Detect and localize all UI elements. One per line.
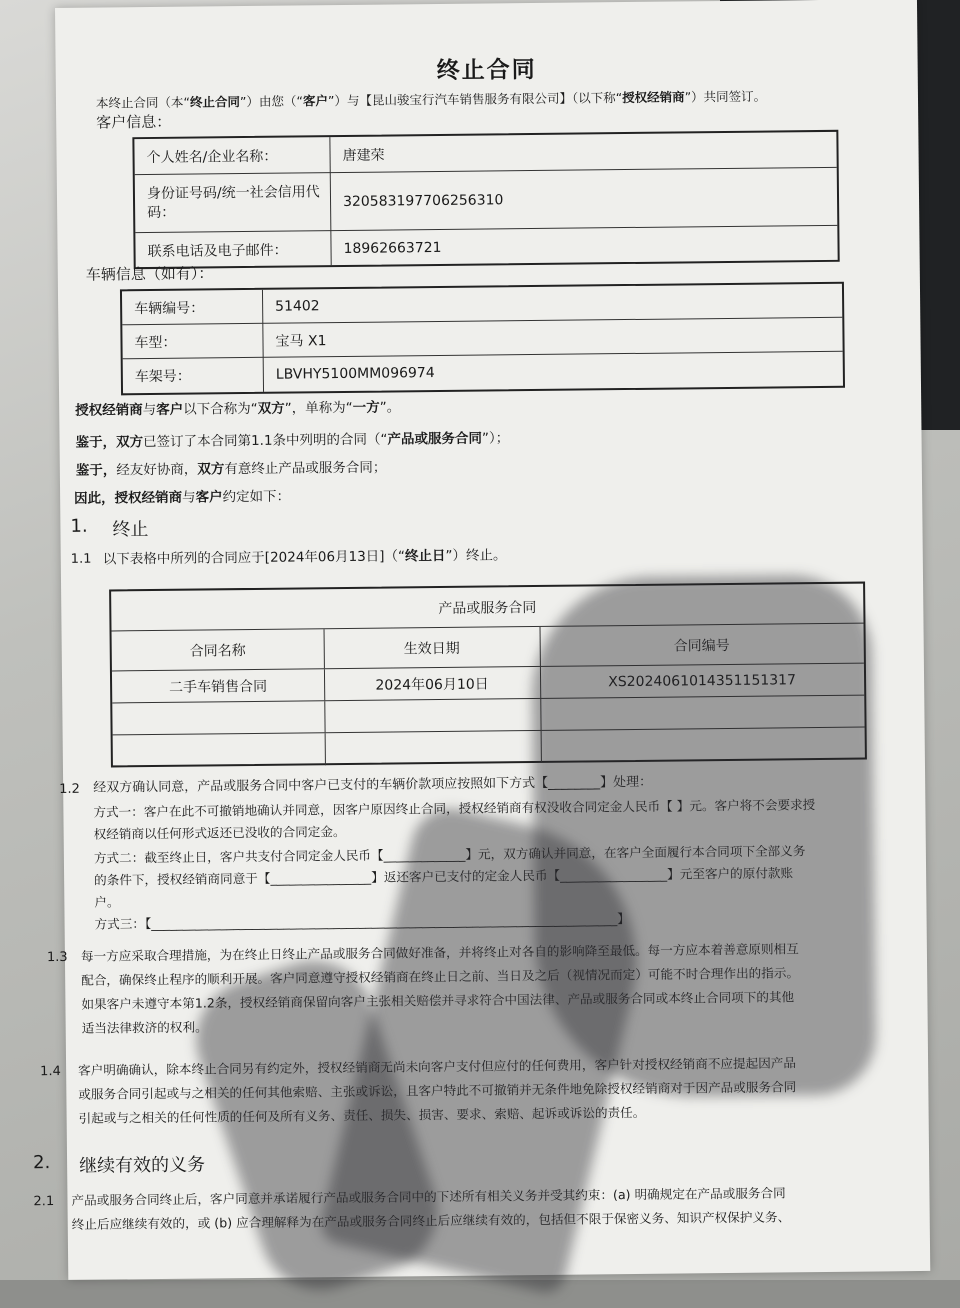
section-2-number: 2. [32, 1152, 51, 1174]
clause-1-4-line-2: 或服务合同引起或与之相关的任何其他索赔、主张或诉讼，且客户特此不可撤销并无条件地免除授权经销商对于因产品或服务合同 [78, 1079, 797, 1102]
clause-1-2-line-4: 方式二：截至终止日，客户共支付合同定金人民币【_____________】元，双方确认并同意，在客户全面履行本合同项下全部义务 [93, 843, 806, 866]
customer-info-table [132, 130, 839, 269]
vehicle-number-label: 车辆编号： [134, 299, 205, 317]
vehicle-vin-label: 车架号： [134, 368, 191, 386]
contract-name-cell: 二手车销售合同 [169, 678, 268, 696]
clause-1-3-line-4: 适当法律救济的权利。 [81, 1019, 208, 1036]
vehicle-vin-value: LBVHY5100MM096974 [275, 365, 435, 383]
clause-1-4-line-3: 引起或与之相关的任何性质的任何及所有义务、责任、损失、损害、要求、索赔、起诉或诉讼的责任。 [78, 1104, 646, 1126]
column-header-number: 合同编号 [673, 637, 730, 655]
bold-term: 终止日 [404, 547, 446, 565]
customer-name-label: 个人姓名/企业名称： [146, 148, 278, 166]
recital-2 [76, 457, 387, 482]
intro-text: ”）与【昆山骏宝行汽车销售服务有限公司】（以下称“ [327, 90, 623, 109]
bold-term: 产品或服务合同 [387, 430, 483, 448]
contract-date-cell: 2024年06月10日 [375, 675, 489, 694]
section-2-title: 继续有效的义务 [79, 1154, 206, 1177]
clause-1-4-number: 1.4 [40, 1063, 61, 1080]
table-row [113, 728, 865, 768]
clause-1-4-line-1: 客户明确确认，除本终止合同另有约定外，授权经销商无尚未向客户支付但应付的任何费用，客户针对授权经销商不应提起因产品 [78, 1055, 797, 1078]
clause-1-3-line-3: 如果客户未遵守本第1.2条，授权经销商保留向客户主张相关赔偿并寻求符合中国法律、产品或服务合同或本终止合同项下的其他 [81, 989, 795, 1012]
empty-cell [113, 733, 325, 767]
clause-1-2-line-7: 方式三：【__________________________________________________________________________】 [94, 911, 630, 932]
column-header-name: 合同名称 [189, 642, 246, 660]
intro-paragraph [96, 87, 766, 112]
text: 以下表格中所列的合同应于[2024年06月13日]（“ [102, 548, 406, 568]
bold-term: 双方 [257, 400, 285, 417]
intro-text: 本终止合同（本“ [95, 94, 191, 111]
text: ”。 [379, 399, 401, 416]
intro-text: ”）共同签订。 [684, 88, 767, 105]
contract-number-cell: XS2024061014351151317 [608, 671, 797, 690]
parties-definition [75, 396, 400, 421]
table-row [135, 168, 838, 233]
vehicle-info-table [120, 282, 845, 396]
vehicle-model-value: 宝马 X1 [275, 332, 327, 350]
vehicle-model-label: 车型： [134, 334, 177, 351]
bold-term: 授权经销商 [114, 489, 183, 507]
empty-cell [541, 728, 865, 763]
text: 以下合称为“ [183, 400, 258, 418]
clause-1-2-line-5: 的条件下，授权经销商同意于【________________】返还客户已支付的定金人民币【_________________】元至客户的原付款账 [94, 865, 794, 888]
recital-1 [75, 427, 509, 454]
bold-term: 鉴于， [75, 434, 117, 451]
table-row [123, 352, 843, 394]
contract-page [32, 0, 930, 1280]
customer-id-value: 320583197706256310 [342, 191, 504, 210]
bold-term: 双方 [197, 461, 225, 478]
agreement-lead [74, 486, 290, 510]
clause-2-1-number: 2.1 [33, 1194, 55, 1210]
customer-id-label: 身份证号码/统一社会信用代码： [146, 183, 320, 221]
clause-2-1-line-2: 终止后应继续有效的，或 (b) 应合理解释为在产品或服务合同终止后应继续有效的，包括但不限于保密义务、知识产权保护义务、 [71, 1209, 791, 1232]
intro-bold: 客户 [302, 93, 329, 109]
text: 约定如下： [222, 488, 291, 506]
bold-term: 因此， [74, 490, 115, 507]
clause-1-1-number: 1.1 [70, 551, 92, 567]
text: 有意终止产品或服务合同； [224, 459, 387, 478]
customer-info-heading: 客户信息： [96, 112, 172, 132]
intro-bold: 授权经销商 [622, 89, 685, 106]
bold-term: 客户 [195, 489, 223, 506]
clause-1-2-line-3: 权经销商以任何形式返还已没收的合同定金。 [93, 824, 346, 842]
intro-bold: 终止合同 [189, 94, 241, 110]
clause-2-1-line-1: 产品或服务合同终止后，客户同意并承诺履行产品或服务合同中的下述所有相关义务并受其约束：(a) 明确规定在产品或服务合同 [71, 1185, 786, 1208]
table-row [135, 226, 837, 269]
empty-cell [324, 699, 540, 732]
clause-1-2-line-2: 方式一：客户在此不可撤销地确认并同意，因客户原因终止合同，授权经销商有权没收合同定金人民币【 】元。客户将不会要求授 [93, 797, 816, 820]
text: ”，单称为“ [284, 399, 353, 417]
clause-1-2-number: 1.2 [59, 781, 80, 797]
contract-list-table [109, 582, 867, 768]
empty-cell [325, 731, 541, 765]
empty-cell [112, 701, 324, 734]
section-1-number: 1. [70, 515, 88, 537]
text: 已签订了本合同第1.1条中列明的合同（“ [142, 431, 388, 451]
bold-term: 授权经销商 [75, 402, 143, 419]
clause-1-3-number: 1.3 [46, 949, 68, 966]
clause-1-3-line-1: 每一方应采取合理措施，为在终止日终止产品或服务合同做好准备，并将终止对各自的影响降至最低。每一方应本着善意原则相互 [80, 941, 799, 964]
section-1-title: 终止 [112, 519, 149, 541]
vehicle-number-value: 51402 [275, 297, 320, 315]
table-header: 产品或服务合同 [438, 599, 537, 617]
page-title: 终止合同 [436, 56, 537, 85]
column-header-date: 生效日期 [403, 640, 460, 657]
text: 与 [142, 401, 157, 419]
customer-contact-value: 18962663721 [343, 239, 442, 257]
clause-1-1-text [103, 544, 507, 570]
intro-text: ”）由您（“ [239, 93, 304, 110]
empty-cell [540, 696, 864, 730]
text: 与 [182, 489, 196, 506]
bold-term: 鉴于， [75, 462, 117, 479]
clause-1-2-line-1: 经双方确认同意，产品或服务合同中客户已支付的车辆价款项应按照如下方式【________】处理： [93, 774, 653, 796]
bold-term: 客户 [156, 401, 184, 418]
clause-1-3-line-2: 配合，确保终止程序的顺利开展。客户同意遵守授权经销商在终止日之前、当日及之后（视情况而定）可能不时合理作出的指示。 [81, 965, 800, 988]
bold-term: 一方 [352, 399, 380, 416]
text: 经友好协商， [116, 461, 198, 479]
vehicle-info-heading: 车辆信息（如有）： [85, 264, 214, 284]
customer-contact-label: 联系电话及电子邮件： [147, 242, 288, 261]
clause-1-2-line-6: 户。 [94, 894, 120, 910]
text: ”）； [481, 430, 510, 447]
customer-name-value: 唐建荣 [342, 147, 385, 164]
text: ”）终止。 [445, 547, 507, 564]
bold-term: 双方 [115, 434, 144, 451]
